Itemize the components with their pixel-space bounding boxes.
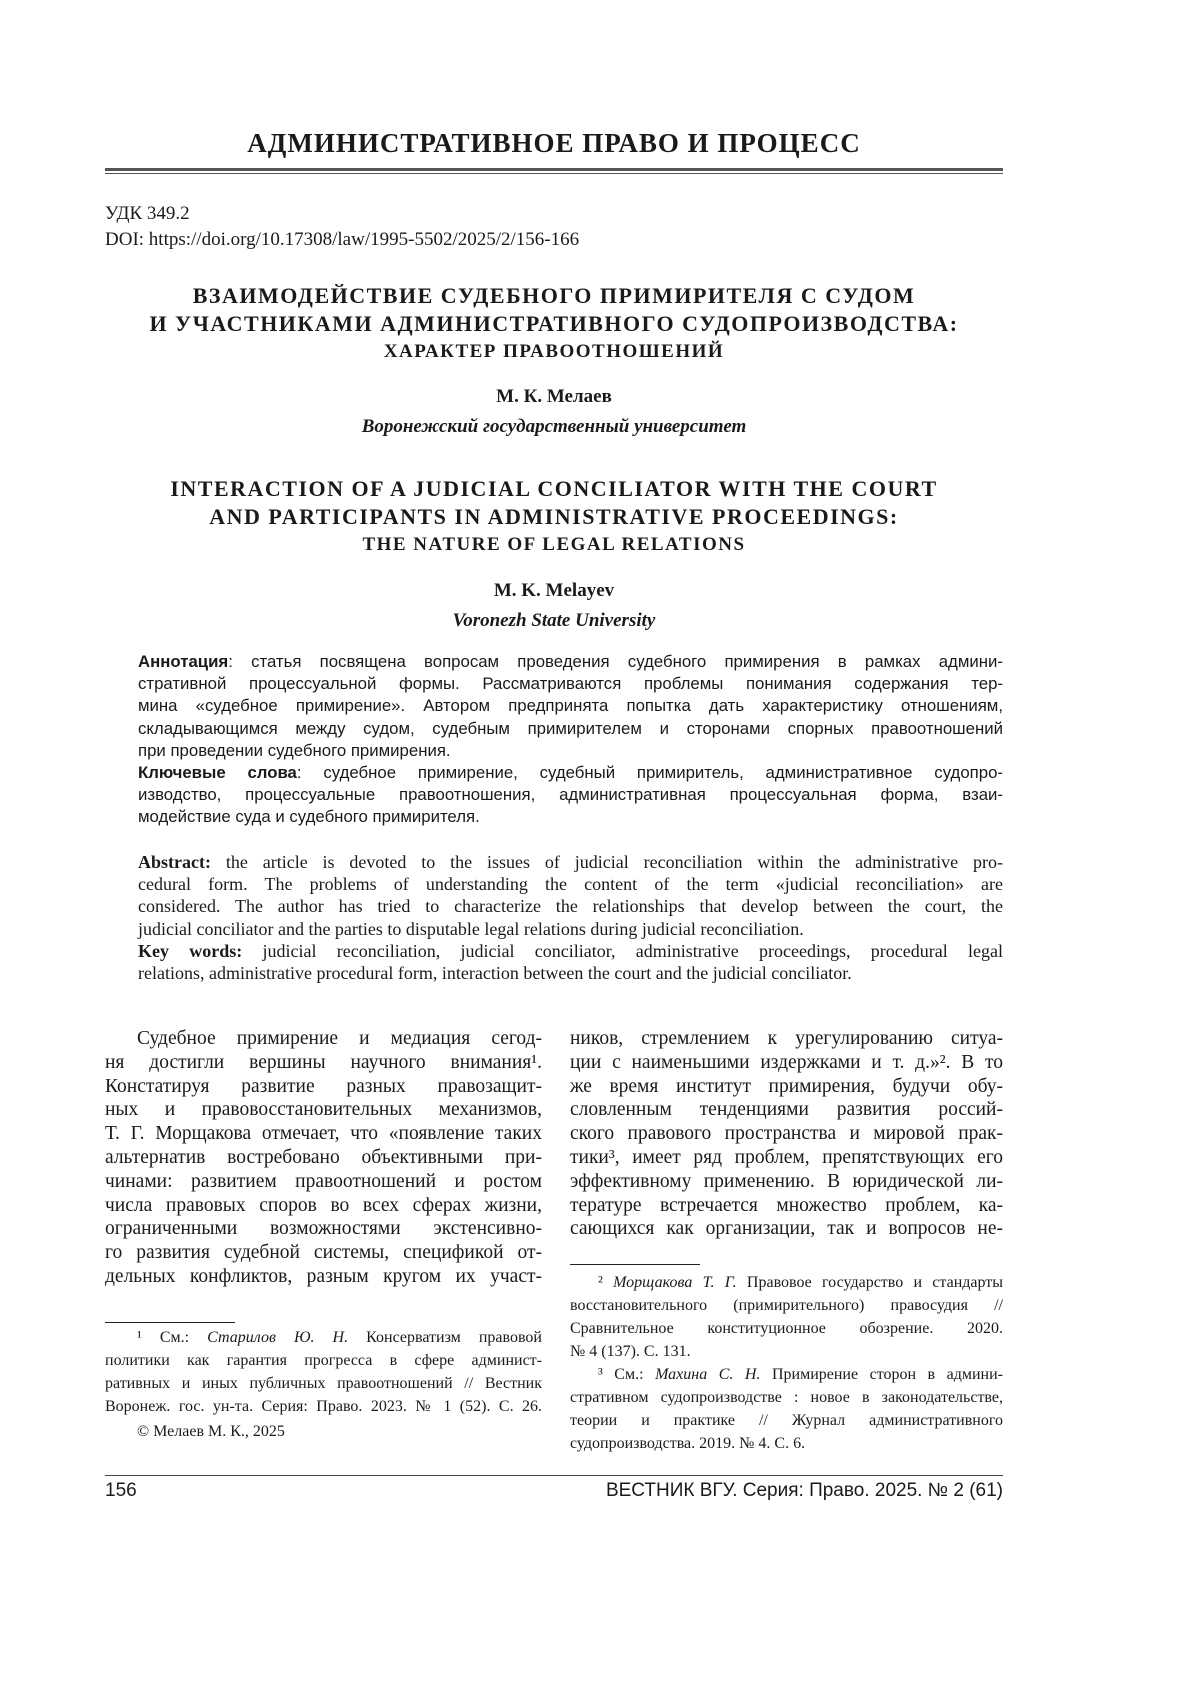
text-line: словленным тенденциями развития россий-	[570, 1099, 1003, 1121]
body-column-left	[105, 1027, 542, 1289]
text-line: judicial reconciliation, judicial conciliator, administrative proceedings, procedural legal	[242, 940, 1003, 961]
text-line: cedural form. The problems of understanding the content of the term «judicial reconciliation» are	[138, 874, 1003, 895]
footnote-rule	[570, 1264, 700, 1265]
text-line: Т. Г. Морщакова отмечает, что «появление таких	[105, 1123, 542, 1145]
article-meta	[105, 201, 579, 253]
text-line: judicial conciliator and the parties to disputable legal relations during judicial reconciliation.	[138, 918, 804, 939]
text-line: Воронеж. гос. ун-та. Серия: Право. 2023. № 1 (52). С. 26.	[105, 1398, 542, 1415]
title-en-line: THE NATURE OF LEGAL RELATIONS	[362, 534, 746, 555]
text-line: considered. The author has tried to characterize the relationships that develop between the court, the	[138, 896, 1003, 917]
abstract-en	[138, 851, 1003, 984]
copyright: © Мелаев М. К., 2025	[137, 1423, 285, 1440]
text-line: судопроизводства. 2019. № 4. С. 6.	[570, 1435, 806, 1452]
text-line: the article is devoted to the issues of judicial reconciliation within the administrative pro-	[210, 852, 1003, 872]
affiliation-en: Voronezh State University	[452, 610, 656, 631]
title-en-line: AND PARTICIPANTS IN ADMINISTRATIVE PROCEEDINGS:	[209, 504, 899, 529]
text-line: : судебное примирение, судебный примиритель, административное судопро-	[296, 763, 1003, 783]
text-line: же время институт примирения, будучи обу-	[570, 1075, 1003, 1097]
text-line: изводство, процессуальные правоотношения, административная процессуальная форма, взаи-	[138, 785, 1003, 805]
title-ru-line: ВЗАИМОДЕЙСТВИЕ СУДЕБНОГО ПРИМИРИТЕЛЯ С СУДОМ	[192, 283, 916, 308]
text-line: Правовое государство и стандарты	[736, 1274, 1004, 1291]
footnote-author: Морщакова Т. Г.	[613, 1274, 737, 1291]
text-line: ных и правовосстановительных механизмов,	[105, 1099, 542, 1121]
journal-footer: ВЕСТНИК ВГУ. Серия: Право. 2025. № 2 (61)	[605, 1480, 1003, 1501]
text-line: складывающимся между судом, судебным примирителем и сторонами спорных правоотношений	[138, 718, 1003, 738]
text-line: при проведении судебного примирения.	[138, 740, 451, 760]
text-line: ограниченными возможностями экстенсивно-	[105, 1218, 542, 1240]
footnote-1	[105, 1326, 542, 1443]
text-line: relations, administrative procedural form, interaction between the court and the judicial conciliator.	[138, 963, 852, 984]
text-line: стративном судопроизводстве : новое в законодательстве,	[570, 1389, 1003, 1406]
annotation-ru	[138, 651, 1003, 829]
text-line: : статья посвящена вопросам проведения судебного примирения в рамках админи-	[228, 652, 1003, 671]
text-line: мина «судебное примирение». Автором предпринята попытка дать характеристику отношениям,	[138, 696, 1003, 716]
title-ru-line: ХАРАКТЕР ПРАВООТНОШЕНИЙ	[383, 341, 725, 362]
text-line: ративных и иных публичных правоотношений // Вестник	[105, 1375, 542, 1392]
text-line: тературе встречается множество проблем, ка-	[570, 1194, 1003, 1216]
text-line: го развития судебной системы, спецификой от-	[105, 1242, 542, 1264]
title-ru	[105, 282, 1003, 366]
body-column-right	[570, 1027, 1003, 1241]
text-line: Сравнительное конституционное обозрение. 2020.	[570, 1320, 1003, 1337]
text-line: чинами: развитием правоотношений и ростом	[105, 1170, 542, 1192]
title-en-line: INTERACTION OF A JUDICIAL CONCILIATOR WITH THE COURT	[170, 476, 938, 501]
footnote-marker: ¹ См.:	[137, 1329, 208, 1346]
annotation-label: Аннотация	[138, 652, 229, 671]
text-line: альтернатив востребовано объективными при-	[105, 1146, 542, 1168]
text-line: дельных конфликтов, разным кругом их участ-	[105, 1265, 542, 1287]
author-en: M. K. Melayev	[493, 580, 615, 601]
footnote-rule	[105, 1322, 235, 1323]
text-line: стративной процессуальной формы. Рассматриваются проблемы понимания содержания тер-	[138, 674, 1003, 694]
title-ru-line: И УЧАСТНИКАМИ АДМИНИСТРАТИВНОГО СУДОПРОИЗВОДСТВА:	[149, 311, 959, 336]
text-line: ского правового пространства и мировой прак-	[570, 1123, 1003, 1145]
text-line: восстановительного (примирительного) правосудия //	[570, 1297, 1003, 1314]
running-head: АДМИНИСТРАТИВНОЕ ПРАВО И ПРОЦЕСС	[247, 128, 861, 158]
text-line: ня достигли вершины научного внимания¹.	[105, 1051, 542, 1073]
header-rule	[105, 168, 1003, 171]
doi-link[interactable]: DOI: https://doi.org/10.17308/law/1995-5502/2025/2/156-166	[105, 229, 580, 250]
footnote-author: Махина С. Н.	[655, 1366, 761, 1383]
footnote-marker: ³ См.:	[598, 1366, 656, 1383]
text-line: ции с наименьшими издержками и т. д.»². В то	[570, 1051, 1003, 1073]
text-line: сающихся как организации, так и вопросов не-	[570, 1218, 1003, 1240]
text-line: Консерватизм правовой	[348, 1329, 542, 1346]
text-line: ников, стремлением к урегулированию ситуа-	[570, 1028, 1003, 1049]
text-line: числа правовых споров во всех сферах жизни,	[105, 1194, 542, 1216]
footnotes-right	[570, 1271, 1003, 1455]
text-line: Судебное примирение и медиация сегод-	[137, 1028, 542, 1049]
footnote-marker: ²	[598, 1274, 614, 1291]
text-line: модействие суда и судебного примирителя.	[138, 807, 480, 827]
title-en	[105, 475, 1003, 559]
footnote-author: Старилов Ю. Н.	[207, 1329, 349, 1346]
page-number: 156	[105, 1480, 137, 1501]
text-line: теории и практике // Журнал административного	[570, 1412, 1003, 1429]
abstract-label: Abstract:	[138, 852, 211, 872]
text-line: Констатируя развитие разных правозащит-	[105, 1075, 542, 1097]
author-ru: М. К. Мелаев	[496, 386, 612, 407]
udk: УДК 349.2	[105, 203, 190, 224]
text-line: эффективному применению. В юридической ли-	[570, 1170, 1003, 1192]
affiliation-ru: Воронежский государственный университет	[361, 416, 747, 437]
footer-rule	[105, 1475, 1003, 1476]
text-line: политики как гарантия прогресса в сфере админист-	[105, 1352, 542, 1369]
text-line: № 4 (137). С. 131.	[570, 1343, 691, 1360]
text-line: тики³, имеет ряд проблем, препятствующих его	[570, 1146, 1003, 1168]
header-rule-thin	[105, 173, 1003, 174]
text-line: Примирение сторон в админи-	[760, 1366, 1003, 1383]
keywords-en-label: Key words:	[138, 940, 243, 961]
keywords-label: Ключевые слова	[138, 763, 297, 783]
